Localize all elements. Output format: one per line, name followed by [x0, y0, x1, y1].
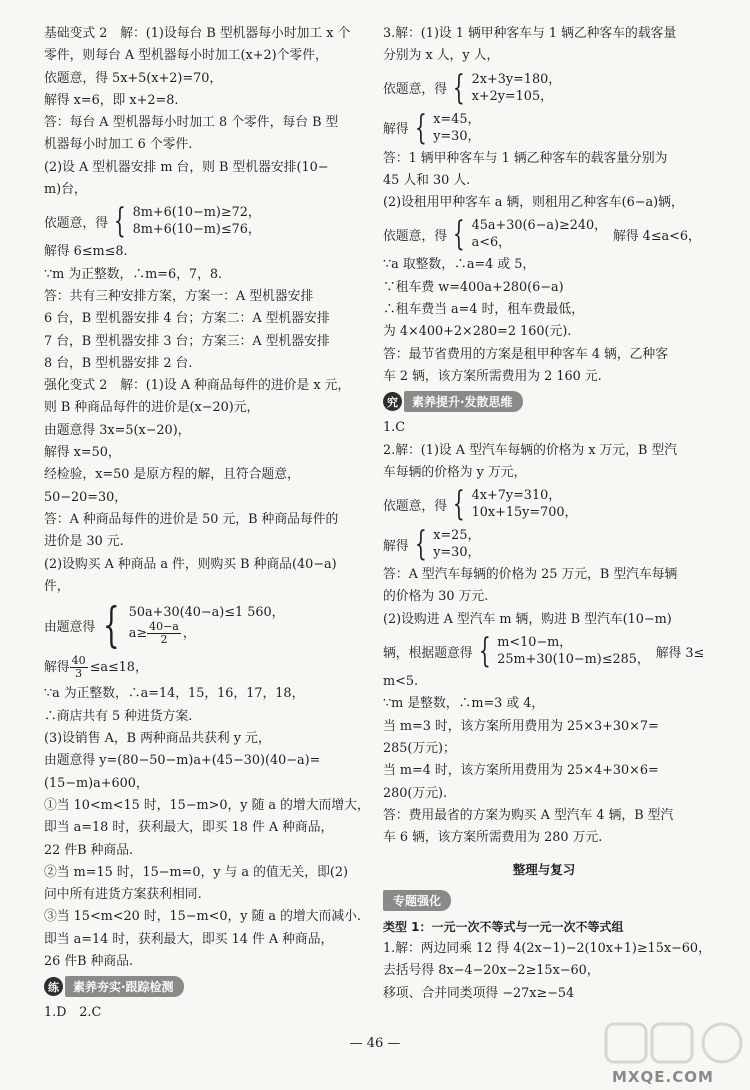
text-line: 车每辆的价格为 y 万元， [383, 464, 527, 480]
text-line: ∵m 为正整数，∴m=6，7，8. [44, 266, 223, 282]
row-prefix: a≥ [128, 626, 148, 642]
left-brace: { [103, 597, 120, 654]
text-line: (15−m)a+600， [44, 775, 149, 791]
text-line: 1.解：两边同乘 12 得 4(2x−1)−2(10x+1)≥15x−60， [383, 941, 711, 957]
text-line: (2)设租用甲种客车 a 辆，则租用乙种客车(6−a)辆， [383, 195, 684, 211]
text-line: 依题意，得 5x+5(x+2)=70， [44, 70, 223, 86]
text-line: 8 台，B 型机器安排 2 台. [44, 355, 193, 371]
left-column [44, 26, 370, 1028]
text-line: 解得 x=6，即 x+2=8. [44, 92, 179, 108]
text-line: 则 B 种商品每件的进价是(x−20)元， [44, 400, 260, 416]
system-rows [133, 204, 261, 238]
text-line: 45 人和 30 人. [383, 172, 471, 188]
system-prefix: 辆，根据题意得 [383, 645, 473, 661]
text-line: 即当 a=14 时，获利最大，即买 14 件 A 种商品， [44, 931, 334, 947]
system-prefix: 依题意，得 [383, 228, 447, 244]
badge-icon: 究 [383, 392, 402, 411]
badge-icon: 练 [44, 977, 63, 996]
text-line: 问中所有进货方案获利相同. [44, 887, 202, 903]
text-line: 答：共有三种安排方案，方案一：A 型机器安排 [44, 288, 314, 304]
text-line: m<5. [383, 674, 419, 690]
system-row: 4x+7y=310， [471, 488, 562, 504]
section-banner-explore [383, 391, 705, 412]
text-line: ③当 15<m<20 时，15−m<0，y 随 a 的增大而减小. [44, 909, 361, 925]
system-suffix: 解得 3≤ [655, 645, 705, 661]
text-line: 件， [44, 578, 70, 594]
inequality-system [44, 597, 362, 654]
type-heading: 类型 1：一元一次不等式与一元一次不等式组 [383, 920, 624, 935]
equation-system [383, 484, 705, 525]
text-line: ∵m 是整数，∴m=3 或 4， [383, 696, 545, 712]
left-brace: { [113, 201, 126, 242]
system-rows [497, 634, 650, 668]
system-rows [472, 487, 578, 521]
system-row: 25m+30(10−m)≤285， [497, 652, 650, 668]
text-line: 分别为 x 人，y 人， [383, 48, 500, 64]
system-row: 8m+6(10−m)≥72， [132, 205, 261, 221]
line-prefix: 解得 [44, 659, 70, 675]
text-line: 进价是 30 元. [44, 534, 124, 550]
system-prefix: 解得 [383, 122, 409, 138]
text-line: 零件，则每台 A 型机器每小时加工(x+2)个零件， [44, 48, 328, 64]
text-line: ①当 10<m<15 时，15−m>0，y 随 a 的增大而增大， [44, 797, 370, 813]
text-line: ∵a 取整数，∴a=4 或 5， [383, 257, 536, 273]
inequality-system [383, 631, 705, 672]
system-row: 8m+6(10−m)≤76， [132, 222, 261, 238]
topic-chip: 专题强化 [383, 890, 451, 911]
banner-title: 素养夯实·跟踪检测 [65, 976, 184, 997]
solution-line [44, 655, 148, 680]
system-row: y=30， [433, 545, 481, 561]
system-prefix: 依题意，得 [383, 82, 447, 98]
text-line: 答：费用最省的方案为购买 A 型汽车 4 辆，B 型汽 [383, 807, 674, 823]
left-brace: { [414, 107, 427, 148]
watermark-text: MXQE.COM [612, 1068, 714, 1086]
fraction [147, 621, 181, 646]
text-line: 答：每台 A 型机器每小时加工 8 个零件，每台 B 型 [44, 115, 339, 131]
text-line: 285(万元)； [383, 740, 456, 756]
left-brace: { [452, 67, 465, 108]
text-line: 即当 a=18 时，获利最大，即买 18 件 A 种商品， [44, 820, 334, 836]
text-line: (2)设购买 A 种商品 a 件，则购买 B 种商品(40−a) [44, 556, 337, 572]
text-line: 车 6 辆，该方案所需费用为 280 万元. [383, 830, 603, 846]
text-line: 22 件B 种商品. [44, 842, 134, 858]
system-row [129, 621, 285, 646]
system-row: x+2y=105， [471, 88, 553, 104]
system-prefix: 由题意得 [44, 619, 96, 635]
answer-line: 1.D 2.C [44, 1005, 102, 1021]
text-line: 车 2 辆，该方案所需费用为 2 160 元. [383, 368, 602, 384]
row-suffix: ， [182, 626, 196, 642]
system-row: x=45， [433, 111, 481, 127]
text-line: 强化变式 2 解：(1)设 A 种商品每件的进价是 x 元， [44, 378, 351, 394]
equation-system [383, 107, 705, 148]
system-row: y=30， [433, 128, 481, 144]
text-line: 移项、合并同类项得 −27x≥−54 [383, 985, 575, 1001]
section-heading: 整理与复习 [512, 862, 576, 878]
left-brace: { [478, 631, 491, 672]
left-brace: { [452, 214, 465, 255]
equation-system [383, 524, 705, 565]
text-line: 的价格为 30 万元. [383, 589, 489, 605]
text-line: 由题意得 3x=5(x−20)， [44, 422, 191, 438]
system-row: m<10−m， [497, 635, 573, 651]
text-line: 由题意得 y=(80−50−m)a+(45−30)(40−a)= [44, 753, 321, 769]
text-line: 答：A 型汽车每辆的价格为 25 万元，B 型汽车每辆 [383, 567, 678, 583]
system-rows [472, 217, 607, 251]
text-line: 解得 6≤m≤8. [44, 244, 128, 260]
answer-line: 1.C [383, 420, 406, 436]
text-line: 7 台，B 型机器安排 3 台；方案三：A 型机器安排 [44, 333, 330, 349]
system-row: 10x+15y=700， [471, 505, 578, 521]
text-line: 为 4×400+2×280=2 160(元). [383, 324, 572, 340]
text-line: 2.解：(1)设 A 型汽车每辆的价格为 x 万元，B 型汽 [383, 442, 678, 458]
text-line: 当 m=3 时，该方案所用费用为 25×3+30×7= [383, 718, 659, 734]
text-line: ∴商店共有 5 种进货方案. [44, 708, 193, 724]
text-line: ∴租车费当 a=4 时，租车费最低， [383, 302, 584, 318]
text-line: 答：最节省费用的方案是租甲种客车 4 辆，乙种客 [383, 346, 669, 362]
text-line: ∵a 为正整数，∴a=14，15，16，17，18， [44, 686, 305, 702]
text-line: ②当 m=15 时，15−m=0，y 与 a 的值无关，即(2) [44, 864, 349, 880]
line-suffix: ≤a≤18， [89, 659, 148, 675]
text-line: 去括号得 8x−4−20x−2≥15x−60， [383, 963, 600, 979]
system-row: 50a+30(40−a)≤1 560， [128, 605, 285, 621]
system-rows [433, 111, 480, 145]
system-row: a<6， [471, 235, 511, 251]
text-line: 经检验，x=50 是原方程的解，且符合题意， [44, 467, 300, 483]
denominator: 2 [160, 633, 168, 647]
equation-system [383, 67, 705, 108]
text-line: (2)设购进 A 型汽车 m 辆，购进 B 型汽车(10−m) [383, 611, 672, 627]
inequality-system [383, 214, 705, 255]
numerator: 40 [71, 654, 86, 668]
text-line: 基础变式 2 解：(1)设每台 B 型机器每小时加工 x 个 [44, 26, 351, 41]
numerator: 40−a [149, 620, 179, 634]
left-brace: { [452, 484, 465, 525]
text-line: m)台， [44, 182, 87, 198]
text-line: 答：A 种商品每件的进价是 50 元，B 种商品每件的 [44, 511, 339, 527]
system-rows [129, 604, 285, 646]
equation-system [44, 201, 362, 242]
text-line: (2)设 A 型机器安排 m 台，则 B 型机器安排(10− [44, 159, 329, 175]
banner-title: 素养提升·发散思维 [404, 391, 523, 412]
section-banner-practice [44, 976, 362, 997]
system-prefix: 解得 [383, 538, 409, 554]
system-prefix: 依题意，得 [44, 215, 108, 231]
text-line: 6 台，B 型机器安排 4 台；方案二：A 型机器安排 [44, 311, 330, 327]
system-rows [433, 527, 480, 561]
text-line: 答：1 辆甲种客车与 1 辆乙种客车的载客量分别为 [383, 150, 668, 166]
text-line: (3)设销售 A，B 两种商品共获利 y 元， [44, 731, 271, 747]
text-line: 50−20=30， [44, 489, 128, 505]
right-column [383, 26, 711, 1008]
system-suffix: 解得 4≤a<6， [612, 228, 701, 244]
text-line: 26 件B 种商品. [44, 953, 134, 969]
text-line: 280(万元). [383, 785, 448, 801]
system-prefix: 依题意，得 [383, 498, 447, 514]
fraction [70, 655, 88, 680]
denominator: 3 [75, 667, 83, 681]
page-number: — 46 — [349, 1036, 401, 1051]
left-brace: { [414, 524, 427, 565]
system-row: x=25， [433, 528, 481, 544]
text-line: ∵租车费 w=400a+280(6−a) [383, 279, 564, 295]
system-rows [472, 71, 561, 105]
text-line: 当 m=4 时，该方案所用费用为 25×4+30×6= [383, 763, 659, 779]
text-line: 3.解：(1)设 1 辆甲种客车与 1 辆乙种客车的载客量 [383, 26, 677, 41]
text-line: 机器每小时加工 6 个零件. [44, 137, 193, 153]
system-row: 2x+3y=180， [471, 71, 562, 87]
text-line: 解得 x=50， [44, 445, 121, 461]
system-row: 45a+30(6−a)≥240， [471, 218, 607, 234]
